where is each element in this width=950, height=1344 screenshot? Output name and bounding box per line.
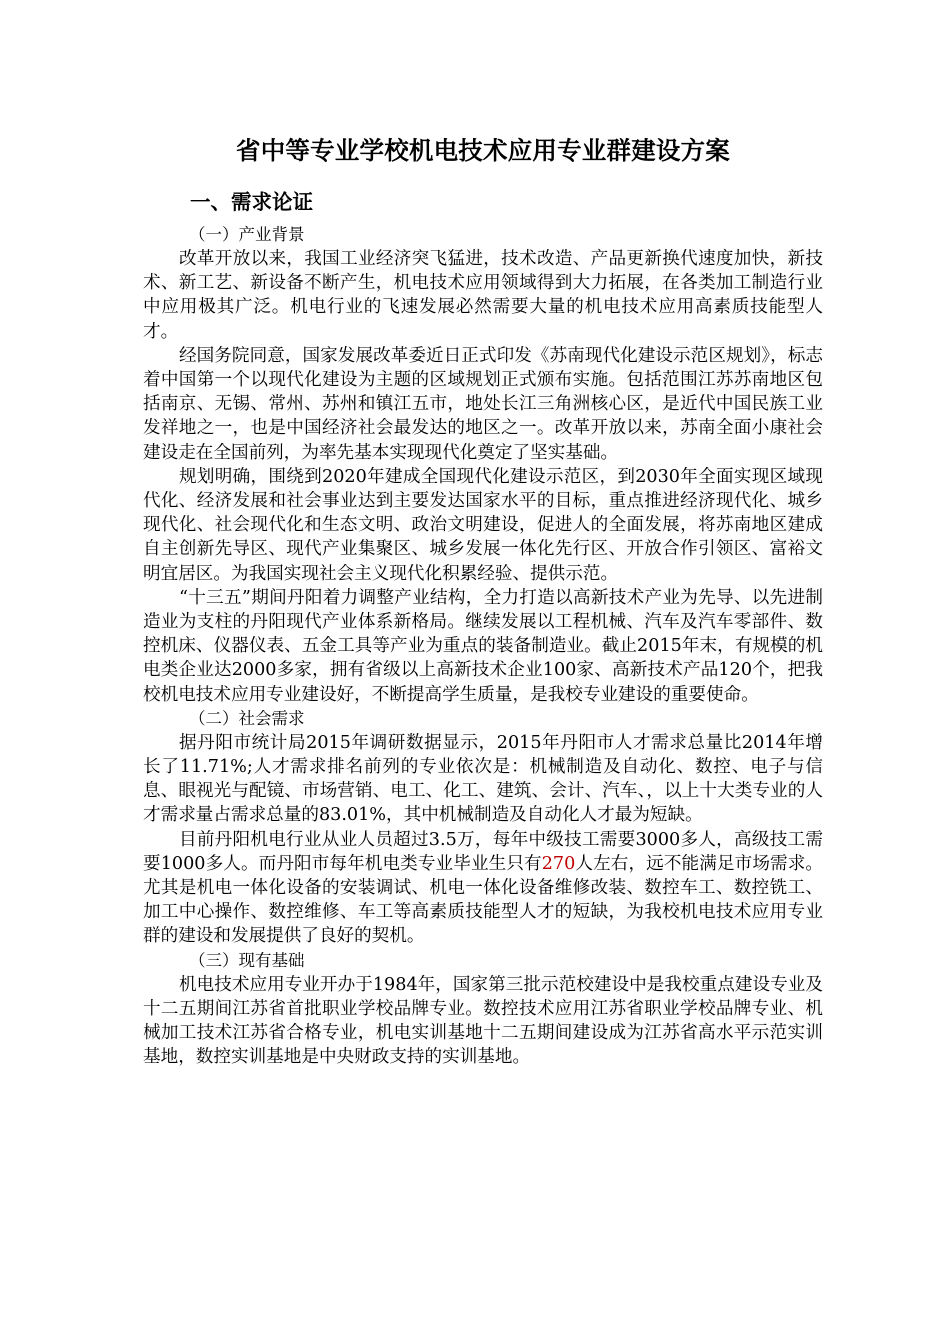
section-heading-demand: 一、需求论证 <box>190 190 313 214</box>
paragraph: 据丹阳市统计局2015年调研数据显示，2015年丹阳市人才需求总量比2014年增长了11.71%;人才需求排名前列的专业依次是：机械制造及自动化、数控、电子与信息、眼视光与配镜、市场营销、电工、化工、建筑、会计、汽车、，以上十大类专业的人才需求量占需求总量的83.01%，其中机械制造及自动化人才最为短缺。 <box>143 732 823 826</box>
paragraph-with-highlight <box>143 828 823 949</box>
subsection-heading-social-demand: （二）社会需求 <box>189 708 305 728</box>
paragraph: “十三五”期间丹阳着力调整产业结构，全力打造以高新技术产业为先导、以先进制造业为支柱的丹阳现代产业体系新格局。继续发展以工程机械、汽车及汽车零部件、数控机床、仪器仪表、五金工具等产业为重点的装备制造业。截止2015年末，有规模的机电类企业达2000多家，拥有省级以上高新技术企业100家、高新技术产品120个，把我校机电技术应用专业建设好，不断提高学生质量，是我校专业建设的重要使命。 <box>143 587 823 705</box>
paragraph: 经国务院同意，国家发展改革委近日正式印发《苏南现代化建设示范区规划》，标志着中国第一个以现代化建设为主题的区域规划正式颁布实施。包括范围江苏苏南地区包括南京、无锡、常州、苏州和镇江五市，地处长江三角洲核心区，是近代中国民族工业发祥地之一，也是中国经济社会最发达的地区之一。改革开放以来，苏南全面小康社会建设走在全国前列，为率先基本实现现代化奠定了坚实基础。 <box>143 345 823 463</box>
paragraph: 改革开放以来，我国工业经济突飞猛进，技术改造、产品更新换代速度加快，新技术、新工艺、新设备不断产生，机电技术应用领域得到大力拓展，在各类加工制造行业中应用极其广泛。机电行业的飞速发展必然需要大量的机电技术应用高素质技能型人才。 <box>143 249 823 342</box>
paragraph: 规划明确，围绕到2020年建成全国现代化建设示范区，到2030年全面实现区域现代化、经济发展和社会事业达到主要发达国家水平的目标，重点推进经济现代化、城乡现代化、社会现代化和生态文明、政治文明建设，促进人的全面发展，将苏南地区建成自主创新先导区、现代产业集聚区、城乡发展一体化先行区、开放合作引领区、富裕文明宜居区。为我国实现社会主义现代化积累经验、提供示范。 <box>143 466 823 584</box>
subsection-heading-industry: （一）产业背景 <box>189 225 305 244</box>
paragraph-text: 目前丹阳机电行业从业人员超过3.5万，每年中级技工需要3000多人，高级技工需要1000多人。而丹阳市每年机电类专业毕业生只有 <box>143 829 823 874</box>
document-body <box>143 133 823 1070</box>
highlighted-number: 270 <box>541 853 576 874</box>
paragraph: 机电技术应用专业开办于1984年，国家第三批示范校建设中是我校重点建设专业及十二五期间江苏省首批职业学校品牌专业。数控技术应用江苏省职业学校品牌专业、机械加工技术江苏省合格专业，机电实训基地十二五期间建设成为江苏省高水平示范实训基地，数控实训基地是中央财政支持的实训基地。 <box>143 974 823 1068</box>
paragraph-text: 人左右，远不能满足市场需求。尤其是机电一体化设备的安装调试、机电一体化设备维修改装、数控车工、数控铣工、加工中心操作、数控维修、车工等高素质技能型人才的短缺，为我校机电技术应用专业群的建设和发展提供了良好的契机。 <box>143 853 823 947</box>
subsection-heading-existing-basis: （三）现有基础 <box>189 950 305 970</box>
document-title: 省中等专业学校机电技术应用专业群建设方案 <box>236 136 730 165</box>
